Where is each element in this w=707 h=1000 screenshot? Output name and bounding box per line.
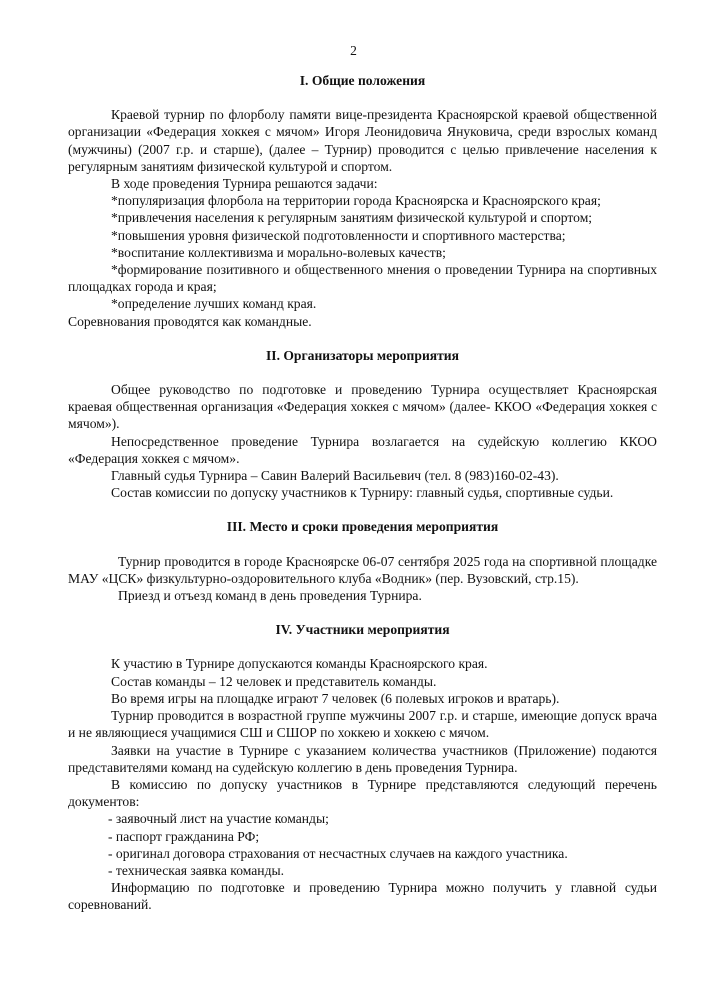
paragraph-organizers-2: Непосредственное проведение Турнира возлагается на судейскую коллегию ККОО «Федерация хоккея с мячом». [68,433,657,466]
paragraph-closing: Соревнования проводятся как командные. [68,313,312,329]
document-list-item: - заявочный лист на участие команды; [108,811,329,827]
page-number: 2 [350,43,357,58]
task-item: *привлечения населения к регулярным занятиям физической культурой и спортом; [111,210,593,226]
paragraph-intro: Краевой турнир по флорболу памяти вице-президента Красноярской краевой общественной организации «Федерация хоккея с мячом» Игоря Леонидовича Януковича, среди взрослых команд (мужчины) (2007 г.р. и старше), (далее – Турнир) проводится с целью привлечение населения к регулярным занятиям физической культурой и спортом. [68,107,657,174]
paragraph-players-on-court: Во время игры на площадке играют 7 человек (6 полевых игроков и вратарь). [111,690,560,706]
document-body [68,72,657,914]
paragraph-age-group: Турнир проводится в возрастной группе мужчины 2007 г.р. и старше, имеющие допуск врача и не являющиеся учащимися СШ и СШОР по хоккею и хоккею с мячом. [68,708,657,741]
section-heading-place-dates: III. Место и сроки проведения мероприятия [226,519,499,535]
paragraph-documents-intro: В комиссию по допуску участников в Турнире представляются следующий перечень документов: [68,776,657,810]
paragraph-commission: Состав комиссии по допуску участников к Турниру: главный судья, спортивные судьи. [111,485,614,501]
paragraph-chief-judge: Главный судья Турнира – Савин Валерий Васильевич (тел. 8 (983)160-02-43). [111,468,559,484]
document-list-item: - паспорт гражданина РФ; [108,828,260,844]
paragraph-information: Информацию по подготовке и проведению Турнира можно получить у главной судьи соревнований. [68,880,657,913]
task-item: *повышения уровня физической подготовленности и спортивного мастерства; [111,227,566,243]
paragraph-arrival: Приезд и отъезд команд в день проведения Турнира. [118,588,422,604]
task-item: *воспитание коллективизма и морально-волевых качеств; [111,244,446,260]
paragraph-team-size: Состав команды – 12 человек и представитель команды. [111,673,437,689]
task-item: *определение лучших команд края. [111,296,317,312]
paragraph-applications: Заявки на участие в Турнире с указанием количества участников (Приложение) подаются представителями команд на судейскую коллегию в день проведения Турнира. [68,742,657,775]
paragraph-admission: К участию в Турнире допускаются команды Красноярского края. [111,656,488,672]
section-heading-participants: IV. Участники мероприятия [275,622,450,638]
document-list-item: - оригинал договора страхования от несчастных случаев на каждого участника. [108,845,568,861]
paragraph-tasks-intro: В ходе проведения Турнира решаются задачи: [111,176,378,192]
paragraph-place: Турнир проводится в городе Красноярске 06-07 сентября 2025 года на спортивной площадке МАУ «ЦСК» физкультурно-оздоровительного клуба «Водник» (пер. Вузовский, стр.15). [68,553,657,586]
document-list-item: - техническая заявка команды. [108,862,285,878]
paragraph-organizers-1: Общее руководство по подготовке и проведению Турнира осуществляет Красноярская краевая общественная организация «Федерация хоккея с мячом» (далее- ККОО «Федерация хоккея с мячом»). [68,382,657,432]
task-item: *популяризация флорбола на территории города Красноярска и Красноярского края; [111,193,601,209]
task-item: *формирование позитивного и общественного мнения о проведении Турнира на спортивных площадках города и края; [68,262,657,295]
section-heading-general: I. Общие положения [299,73,426,88]
section-heading-organizers: II. Организаторы мероприятия [265,347,459,363]
